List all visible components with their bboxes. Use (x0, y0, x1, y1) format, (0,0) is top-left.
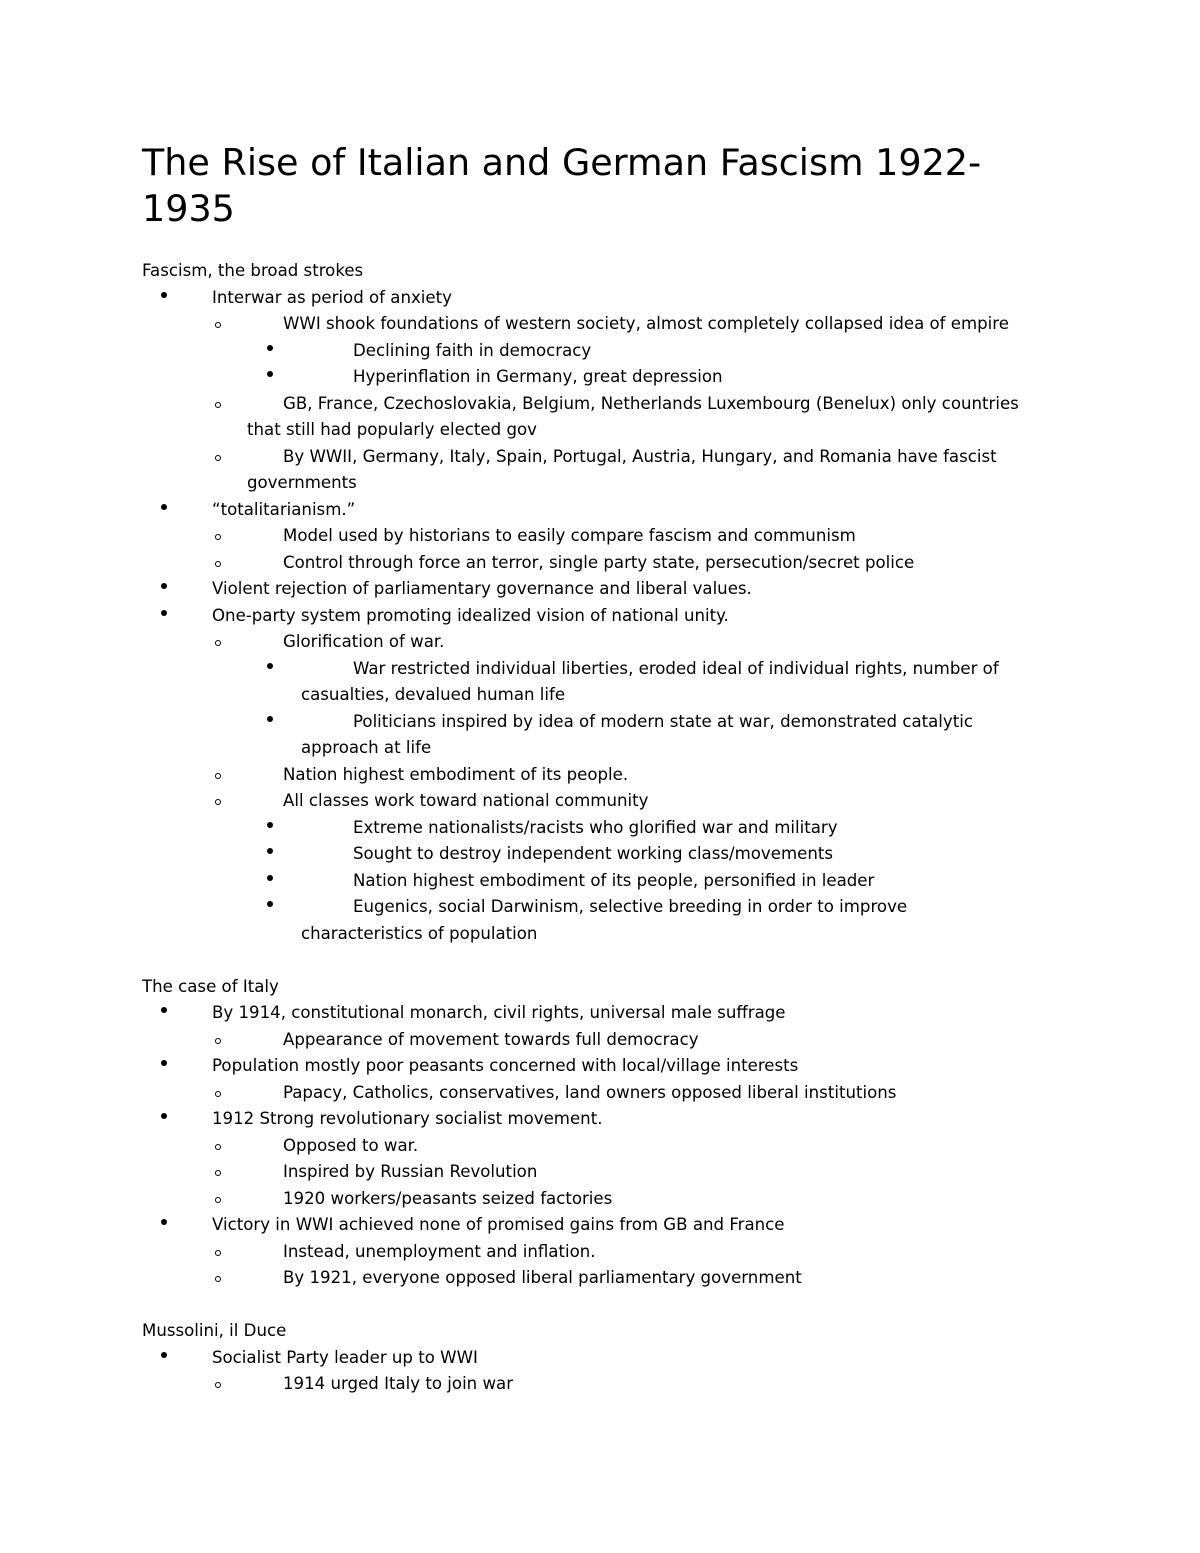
list-item (0, 1212, 1200, 1239)
list-item (0, 285, 1200, 312)
list-item (0, 656, 1200, 683)
bullet-icon (263, 894, 277, 921)
list-item-text: Hyperinflation in Germany, great depression (353, 367, 723, 386)
list-item-text: Nation highest embodiment of its people. (283, 764, 629, 784)
hollow-bullet-icon (211, 550, 225, 577)
hollow-bullet-icon (211, 1265, 225, 1292)
list-item-text: By 1921, everyone opposed liberal parliamentary government (283, 1268, 802, 1287)
hollow-bullet-icon (211, 788, 225, 815)
list-item-text: GB, France, Czechoslovakia, Belgium, Netherlands Luxembourg (Benelux) only countries (283, 393, 1019, 413)
bullet-icon (263, 841, 277, 868)
list-item-text: approach at life (301, 738, 432, 757)
section-heading (0, 974, 1200, 1001)
list-item-text: By WWII, Germany, Italy, Spain, Portugal, Austria, Hungary, and Romania have fascist (283, 446, 997, 466)
list-item-text: One-party system promoting idealized vision of national unity. (212, 605, 729, 625)
list-item-text: characteristics of population (301, 923, 538, 943)
list-item-text: governments (247, 473, 357, 492)
list-item (0, 364, 1200, 391)
list-item (0, 1106, 1200, 1133)
bullet-icon (157, 1212, 171, 1239)
list-item (0, 1265, 1200, 1292)
bullet-icon (157, 1106, 171, 1133)
hollow-bullet-icon (211, 1159, 225, 1186)
hollow-bullet-icon (211, 311, 225, 338)
bullet-icon (157, 497, 171, 524)
list-item-text: 1912 Strong revolutionary socialist movement. (212, 1109, 603, 1128)
hollow-bullet-icon (211, 391, 225, 418)
hollow-bullet-icon (211, 1371, 225, 1398)
hollow-bullet-icon (211, 1080, 225, 1107)
bullet-icon (263, 656, 277, 683)
list-item-continuation (0, 735, 1200, 762)
bullet-icon (157, 576, 171, 603)
list-item (0, 1239, 1200, 1266)
list-item-text: By 1914, constitutional monarch, civil rights, universal male suffrage (212, 1003, 786, 1022)
list-item (0, 1133, 1200, 1160)
blank-line (0, 1292, 1200, 1319)
list-item (0, 1371, 1200, 1398)
list-item (0, 1080, 1200, 1107)
list-item-text: Population mostly poor peasants concerned with local/village interests (212, 1056, 799, 1075)
hollow-bullet-icon (211, 762, 225, 789)
list-item (0, 815, 1200, 842)
hollow-bullet-icon (211, 1027, 225, 1054)
list-item (0, 709, 1200, 736)
list-item (0, 576, 1200, 603)
bullet-icon (157, 1000, 171, 1027)
list-item-text: Sought to destroy independent working class/movements (353, 844, 833, 863)
section-heading-text: The case of Italy (142, 976, 279, 996)
bullet-icon (157, 1053, 171, 1080)
section-heading-text: Mussolini, il Duce (142, 1321, 287, 1340)
list-item-text: Glorification of war. (283, 632, 445, 651)
bullet-icon (157, 603, 171, 630)
list-item-text: Inspired by Russian Revolution (283, 1162, 538, 1181)
list-item (0, 603, 1200, 630)
list-item-text: Politicians inspired by idea of modern state at war, demonstrated catalytic (353, 711, 973, 731)
list-item-text: Interwar as period of anxiety (212, 287, 452, 307)
list-item (0, 1345, 1200, 1372)
list-item (0, 1053, 1200, 1080)
list-item-text: Violent rejection of parliamentary governance and liberal values. (212, 579, 752, 598)
list-item-text: Instead, unemployment and inflation. (283, 1241, 596, 1261)
section-heading (0, 1318, 1200, 1345)
list-item-continuation (0, 470, 1200, 497)
list-item-continuation (0, 417, 1200, 444)
list-item-text: All classes work toward national community (283, 791, 649, 810)
bullet-icon (263, 338, 277, 365)
list-item-text: Socialist Party leader up to WWI (212, 1347, 478, 1367)
list-item (0, 1027, 1200, 1054)
list-item-text: 1920 workers/peasants seized factories (283, 1188, 613, 1208)
list-item-text: Model used by historians to easily compare fascism and communism (283, 526, 856, 545)
list-item-text: Declining faith in democracy (353, 340, 592, 360)
document-body (0, 258, 1200, 1398)
list-item-continuation (0, 682, 1200, 709)
list-item (0, 1159, 1200, 1186)
hollow-bullet-icon (211, 523, 225, 550)
blank-line (0, 947, 1200, 974)
list-item (0, 444, 1200, 471)
hollow-bullet-icon (211, 629, 225, 656)
list-item (0, 894, 1200, 921)
bullet-icon (157, 1345, 171, 1372)
bullet-icon (263, 709, 277, 736)
list-item-text: WWI shook foundations of western society, almost completely collapsed idea of empire (283, 314, 1009, 333)
section-heading (0, 258, 1200, 285)
list-item-text: Opposed to war. (283, 1135, 419, 1155)
list-item (0, 338, 1200, 365)
list-item (0, 497, 1200, 524)
list-item-text: Appearance of movement towards full democracy (283, 1029, 699, 1049)
hollow-bullet-icon (211, 1186, 225, 1213)
list-item (0, 788, 1200, 815)
hollow-bullet-icon (211, 1133, 225, 1160)
list-item (0, 311, 1200, 338)
list-item-text: Victory in WWI achieved none of promised gains from GB and France (212, 1215, 785, 1234)
list-item (0, 762, 1200, 789)
document-title: The Rise of Italian and German Fascism 1922-1935 (142, 141, 982, 230)
list-item (0, 523, 1200, 550)
list-item-text: “totalitarianism.” (212, 499, 356, 519)
bullet-icon (157, 285, 171, 312)
list-item-continuation (0, 921, 1200, 948)
list-item-text: Eugenics, social Darwinism, selective breeding in order to improve (353, 897, 908, 916)
list-item-text: Control through force an terror, single party state, persecution/secret police (283, 552, 915, 572)
list-item (0, 391, 1200, 418)
list-item-text: Papacy, Catholics, conservatives, land owners opposed liberal institutions (283, 1082, 897, 1102)
bullet-icon (263, 364, 277, 391)
list-item-text: Extreme nationalists/racists who glorified war and military (353, 817, 838, 837)
list-item-text: 1914 urged Italy to join war (283, 1374, 514, 1393)
hollow-bullet-icon (211, 444, 225, 471)
bullet-icon (263, 868, 277, 895)
list-item-text: casualties, devalued human life (301, 685, 566, 704)
bullet-icon (263, 815, 277, 842)
list-item (0, 868, 1200, 895)
list-item-text: that still had popularly elected gov (247, 420, 537, 439)
list-item (0, 1000, 1200, 1027)
list-item-text: War restricted individual liberties, eroded ideal of individual rights, number of (353, 658, 999, 678)
list-item-text: Nation highest embodiment of its people, personified in leader (353, 870, 875, 890)
hollow-bullet-icon (211, 1239, 225, 1266)
list-item (0, 841, 1200, 868)
list-item (0, 629, 1200, 656)
section-heading-text: Fascism, the broad strokes (142, 261, 364, 280)
list-item (0, 1186, 1200, 1213)
list-item (0, 550, 1200, 577)
